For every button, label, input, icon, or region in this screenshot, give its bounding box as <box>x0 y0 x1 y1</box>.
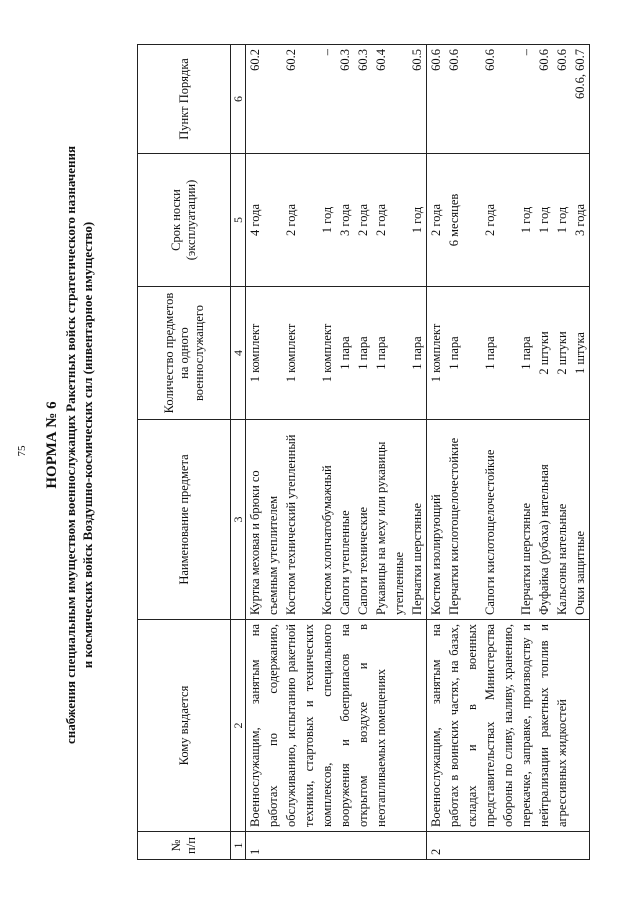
header-period: Срок носки (эксплуатации) <box>138 154 231 287</box>
recipient-description: Военнослужащим, занятым на работах в воинских частях, на базах, складах и в военных представительствах Министерства обороны по сливу, наливу, хранению, перекачке, заправке, производству и нейтрализации ракетных топлив и агрессивных жидкостей <box>427 620 590 832</box>
item-point: – <box>320 49 334 56</box>
header-item: Наименование предмета <box>138 420 231 620</box>
item-point: 60.2 <box>284 49 298 71</box>
item-period: 1 год <box>555 206 569 234</box>
item-period: 1 год <box>519 206 533 234</box>
item-qty: 1 пара <box>447 336 461 370</box>
row-number: 2 <box>427 832 590 860</box>
item-qty: 1 пара <box>356 336 370 370</box>
item-period: 6 месяцев <box>447 193 461 247</box>
item-point: 60.6, 60.7 <box>573 49 587 99</box>
item-name-cell <box>246 420 427 620</box>
column-number: 4 <box>231 287 246 420</box>
norm-table <box>137 44 590 860</box>
item-name: Фуфайка (рубаха) нательная <box>537 464 551 615</box>
item-period: 4 года <box>248 204 262 236</box>
header-who: Кому выдается <box>138 620 231 832</box>
item-qty-cell <box>246 287 427 420</box>
header-num: № п/п <box>138 832 231 860</box>
column-number: 5 <box>231 154 246 287</box>
table-row-group-1 <box>246 45 427 860</box>
item-point: 60.3 <box>338 49 352 71</box>
item-period: 1 год <box>537 206 551 234</box>
item-qty: 1 штука <box>573 332 587 374</box>
item-name: Очки защитные <box>573 530 587 615</box>
item-name: Куртка меховая и брюки со съемным утеплителем <box>248 470 280 615</box>
document-heading <box>43 45 96 845</box>
item-name: Сапоги утепленные <box>338 510 352 615</box>
item-period: 2 года <box>374 204 388 236</box>
page-number: 75 <box>16 445 28 457</box>
item-name: Рукавицы на меху или рукавицы утепленные <box>374 441 406 615</box>
item-point: 60.4 <box>374 49 388 71</box>
item-point: 60.6 <box>537 49 551 71</box>
item-point-cell <box>427 45 590 154</box>
table-row-group-2 <box>427 45 590 860</box>
item-name: Перчатки кислотощелочестойкие <box>447 437 461 615</box>
column-number: 1 <box>231 832 246 860</box>
norm-title: НОРМА № 6 <box>44 401 60 489</box>
item-point-cell <box>246 45 427 154</box>
item-qty: 1 пара <box>519 336 533 370</box>
item-qty: 1 пара <box>374 336 388 370</box>
column-number: 6 <box>231 45 246 154</box>
row-number: 1 <box>246 832 427 860</box>
item-period: 1 год <box>410 206 424 234</box>
item-qty: 1 пара <box>338 336 352 370</box>
item-period: 2 года <box>284 204 298 236</box>
item-point: – <box>519 49 533 56</box>
header-point: Пункт Порядка <box>138 45 231 154</box>
item-point: 60.5 <box>410 49 424 71</box>
item-period: 2 года <box>429 204 443 236</box>
column-number: 2 <box>231 620 246 832</box>
table-header-row <box>138 45 231 860</box>
item-name: Костюм технический утепленный <box>284 434 298 615</box>
item-qty: 2 штуки <box>555 331 569 375</box>
item-period: 3 года <box>338 204 352 236</box>
item-qty-cell <box>427 287 590 420</box>
item-name-cell <box>427 420 590 620</box>
item-name: Костюм изолирующий <box>429 494 443 615</box>
item-period-cell <box>427 154 590 287</box>
item-point: 60.6 <box>429 49 443 71</box>
item-qty: 1 комплект <box>320 323 334 383</box>
norm-subtitle-line-1: снабжения специальным имуществом военнослужащих Ракетных войск стратегического назначения <box>63 146 78 744</box>
column-number: 3 <box>231 420 246 620</box>
item-point: 60.6 <box>483 49 497 71</box>
item-name: Перчатки шерстяные <box>410 502 424 615</box>
item-name: Костюм хлопчатобумажный <box>320 465 334 615</box>
header-qty: Количество предметов на одного военнослужащего <box>138 287 231 420</box>
item-qty: 1 пара <box>483 336 497 370</box>
item-qty: 1 пара <box>410 336 424 370</box>
item-name: Сапоги кислотощелочестойкие <box>483 449 497 615</box>
item-point: 60.2 <box>248 49 262 71</box>
item-point: 60.3 <box>356 49 370 71</box>
item-point: 60.6 <box>447 49 461 71</box>
item-period: 1 год <box>320 206 334 234</box>
item-point: 60.6 <box>555 49 569 71</box>
item-name: Перчатки шерстяные <box>519 502 533 615</box>
item-qty: 2 штуки <box>537 331 551 375</box>
item-period: 2 года <box>483 204 497 236</box>
item-period-cell <box>246 154 427 287</box>
item-qty: 1 комплект <box>284 323 298 383</box>
norm-subtitle-line-2: и космических войск Воздушно-космических сил (инвентарное имущество) <box>80 221 95 669</box>
item-name: Кальсоны нательные <box>555 503 569 615</box>
item-period: 2 года <box>356 204 370 236</box>
item-name: Сапоги технические <box>356 506 370 615</box>
item-period: 3 года <box>573 204 587 236</box>
column-number-row <box>231 45 246 860</box>
item-qty: 1 комплект <box>429 323 443 383</box>
recipient-description: Военнослужащим, занятым на работах по содержанию, обслуживанию, испытанию ракетной техники, стартовых и технических комплексов, специального вооружения и боеприпасов на открытом воздухе и в неотапливаемых помещениях <box>246 620 427 832</box>
item-qty: 1 комплект <box>248 323 262 383</box>
